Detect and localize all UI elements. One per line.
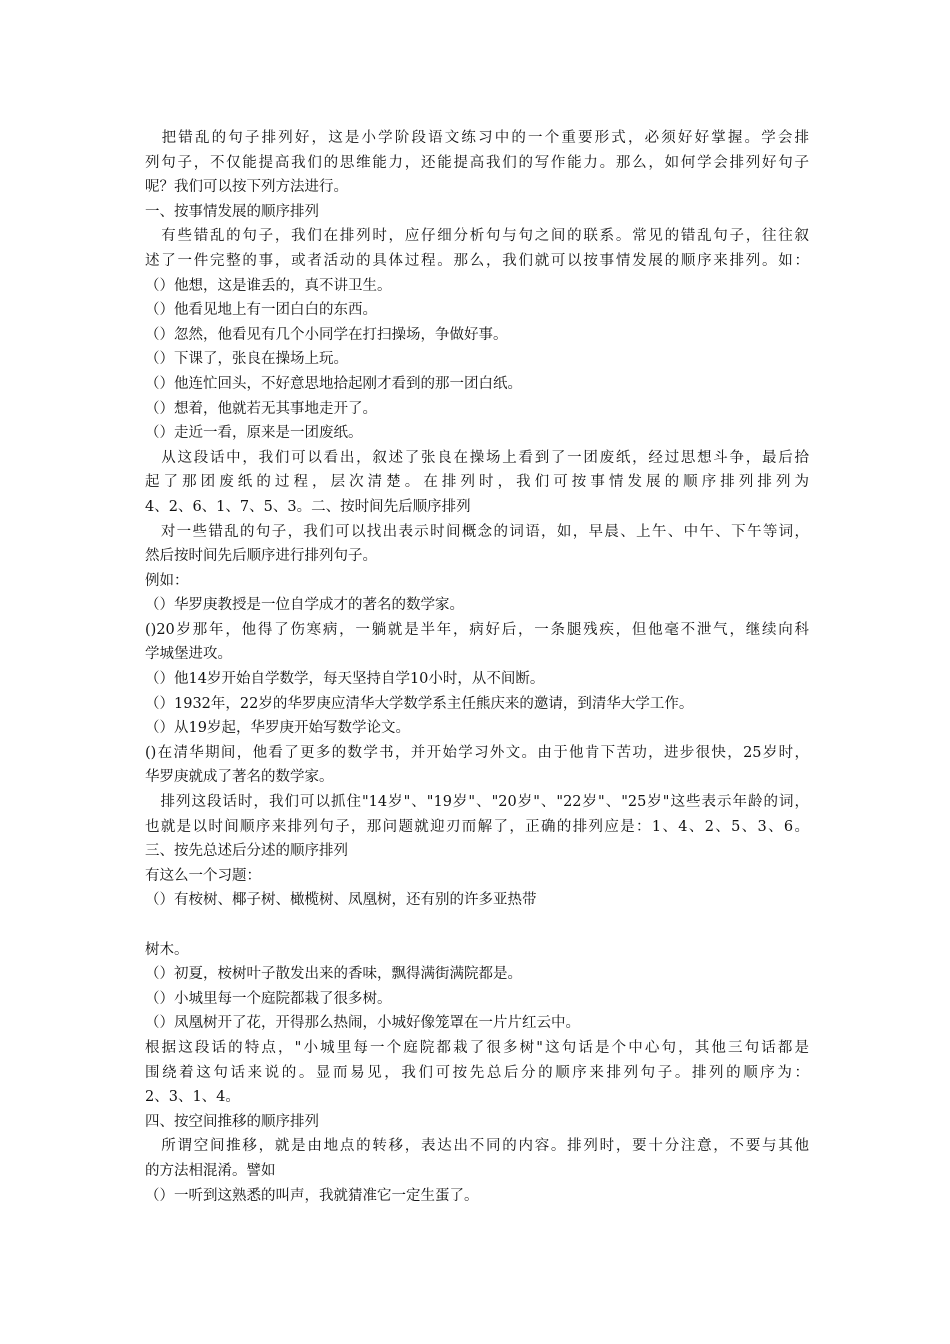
text-line: 从这段话中，我们可以看出，叙述了张良在操场上看到了一团废纸，经过思想斗争，最后拾 (145, 449, 809, 466)
text-line: 然后按时间先后顺序进行排列句子。 (145, 548, 377, 565)
document-body (145, 126, 809, 1208)
text-line: 有些错乱的句子，我们在排列时，应仔细分析句与句之间的联系。常见的错乱句子，往往叙 (145, 228, 809, 245)
text-line: （）从19岁起，华罗庚开始写数学论文。 (145, 720, 410, 737)
text-line: 根据这段话的特点，"小城里每一个庭院都栽了很多树"这句话是个中心句，其他三句话都是 (145, 1039, 809, 1056)
text-line: （）华罗庚教授是一位自学成才的著名的数学家。 (145, 597, 464, 614)
text-line: 学城堡进攻。 (145, 646, 232, 663)
text-line: ()20岁那年，他得了伤寒病，一躺就是半年，病好后，一条腿残疾，但他毫不泄气，继续向科 (145, 621, 809, 638)
text-line: （）下课了，张良在操场上玩。 (145, 351, 348, 368)
text-line: 呢？我们可以按下列方法进行。 (145, 179, 348, 196)
text-line: 起了那团废纸的过程，层次清楚。在排列时，我们可按事情发展的顺序排列排列为 (145, 474, 809, 491)
text-line: 所谓空间推移，就是由地点的转移，表达出不同的内容。排列时，要十分注意，不要与其他 (145, 1138, 809, 1155)
text-line: （）他看见地上有一团白白的东西。 (145, 302, 377, 319)
text-line: 述了一件完整的事，或者活动的具体过程。那么，我们就可以按事情发展的顺序来排列。如： (145, 252, 809, 269)
text-line: 四、按空间推移的顺序排列 (145, 1113, 319, 1130)
text-line: 围绕着这句话来说的。显而易见，我们可按先总后分的顺序来排列句子。排列的顺序为： (145, 1064, 809, 1081)
text-line: 树木。 (145, 941, 189, 958)
text-line: （）忽然，他看见有几个小同学在打扫操场，争做好事。 (145, 326, 508, 343)
text-line: （）他连忙回头，不好意思地拾起刚才看到的那一团白纸。 (145, 375, 522, 392)
blank-line (145, 913, 809, 938)
text-line: （）走近一看，原来是一团废纸。 (145, 425, 363, 442)
text-line: ()在清华期间，他看了更多的数学书，并开始学习外文。由于他肯下苦功，进步很快，25岁时， (145, 744, 809, 761)
text-line: 列句子，不仅能提高我们的思维能力，还能提高我们的写作能力。那么，如何学会排列好句子 (145, 154, 809, 171)
text-line: 排列这段话时，我们可以抓住"14岁"、"19岁"、"20岁"、"22岁"、"25岁"这些表示年龄的词， (145, 794, 809, 811)
text-line: 例如： (145, 572, 189, 589)
text-line: 4、2、6、1、7、5、3。二、按时间先后顺序排列 (145, 498, 471, 515)
text-line: （）有桉树、椰子树、橄榄树、凤凰树，还有别的许多亚热带 (145, 892, 537, 909)
text-line: 也就是以时间顺序来排列句子，那问题就迎刃而解了，正确的排列应是：1、4、2、5、3、6。 (145, 818, 809, 835)
text-line: （）1932年，22岁的华罗庚应清华大学数学系主任熊庆来的邀请，到清华大学工作。 (145, 695, 694, 712)
text-line: （）一听到这熟悉的叫声，我就猜准它一定生蛋了。 (145, 1187, 479, 1204)
text-line: 对一些错乱的句子，我们可以找出表示时间概念的词语，如，早晨、上午、中午、下午等词， (145, 523, 809, 540)
text-line: 有这么一个习题： (145, 867, 261, 884)
text-line: 一、按事情发展的顺序排列 (145, 203, 319, 220)
text-line: 的方法相混淆。譬如 (145, 1162, 276, 1179)
text-line: （）凤凰树开了花，开得那么热闹，小城好像笼罩在一片片红云中。 (145, 1015, 580, 1032)
text-line: （）初夏，桉树叶子散发出来的香味，飘得满街满院都是。 (145, 966, 522, 983)
text-line: （）想着，他就若无其事地走开了。 (145, 400, 377, 417)
text-line: （）他14岁开始自学数学，每天坚持自学10小时，从不间断。 (145, 671, 545, 688)
text-line: 三、按先总述后分述的顺序排列 (145, 843, 348, 860)
text-line: 华罗庚就成了著名的数学家。 (145, 769, 334, 786)
text-line: 2、3、1、4。 (145, 1089, 240, 1106)
text-line: （）小城里每一个庭院都栽了很多树。 (145, 990, 392, 1007)
text-line: 把错乱的句子排列好，这是小学阶段语文练习中的一个重要形式，必须好好掌握。学会排 (145, 130, 809, 146)
text-line: （）他想，这是谁丢的，真不讲卫生。 (145, 277, 392, 294)
